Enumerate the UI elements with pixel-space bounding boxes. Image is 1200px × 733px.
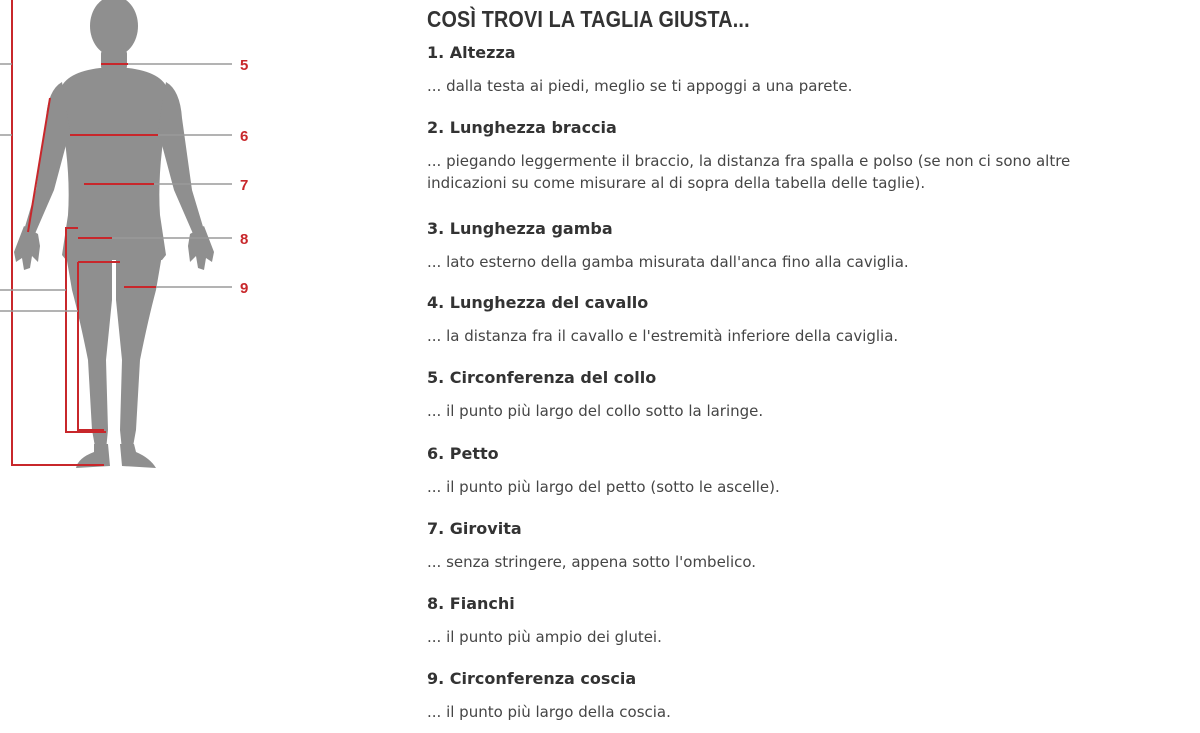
item-description: ... il punto più ampio dei glutei. <box>427 628 662 646</box>
item-description: ... dalla testa ai piedi, meglio se ti appoggi a una parete. <box>427 77 853 95</box>
marker-6: 6 <box>240 128 249 145</box>
item-heading: 1. Altezza <box>427 43 516 62</box>
guide-item-waist <box>427 519 1200 573</box>
guide-item-leg-length <box>427 219 1200 273</box>
item-description: ... il punto più largo del collo sotto la laringe. <box>427 402 764 420</box>
body-measurement-figure <box>0 0 280 733</box>
item-description-line: ... piegando leggermente il braccio, la distanza fra spalla e polso (se non ci sono altre <box>427 152 1071 170</box>
guide-item-thigh <box>427 669 1200 723</box>
item-description: ... la distanza fra il cavallo e l'estremità inferiore della caviglia. <box>427 327 899 345</box>
guide-item-inseam <box>427 293 1200 347</box>
item-heading: 6. Petto <box>427 444 499 463</box>
item-heading: 2. Lunghezza braccia <box>427 118 617 137</box>
item-description <box>427 150 1200 194</box>
item-heading: 5. Circonferenza del collo <box>427 368 657 387</box>
marker-7: 7 <box>240 177 249 194</box>
item-heading: 9. Circonferenza coscia <box>427 669 637 688</box>
item-description: ... senza stringere, appena sotto l'ombelico. <box>427 553 757 571</box>
item-heading: 8. Fianchi <box>427 594 515 613</box>
item-description: ... il punto più largo della coscia. <box>427 703 671 721</box>
marker-5: 5 <box>240 57 249 74</box>
guide-title: COSÌ TROVI LA TAGLIA GIUSTA... <box>427 6 750 32</box>
guide-item-chest <box>427 444 1200 498</box>
guide-item-hips <box>427 594 1200 648</box>
item-heading: 3. Lunghezza gamba <box>427 219 613 238</box>
item-heading: 4. Lunghezza del cavallo <box>427 293 649 312</box>
marker-9: 9 <box>240 280 249 297</box>
body-silhouette-diagram <box>0 0 280 733</box>
item-description: ... il punto più largo del petto (sotto le ascelle). <box>427 478 780 496</box>
guide-item-height <box>427 43 1200 97</box>
body-silhouette <box>14 0 214 468</box>
marker-8: 8 <box>240 231 249 248</box>
item-description-line: indicazioni su come misurare al di sopra della tabella delle taglie). <box>427 174 926 192</box>
item-description: ... lato esterno della gamba misurata dall'anca fino alla caviglia. <box>427 253 909 271</box>
item-heading: 7. Girovita <box>427 519 522 538</box>
guide-item-arm-length <box>427 118 1200 194</box>
guide-item-neck <box>427 368 1200 422</box>
